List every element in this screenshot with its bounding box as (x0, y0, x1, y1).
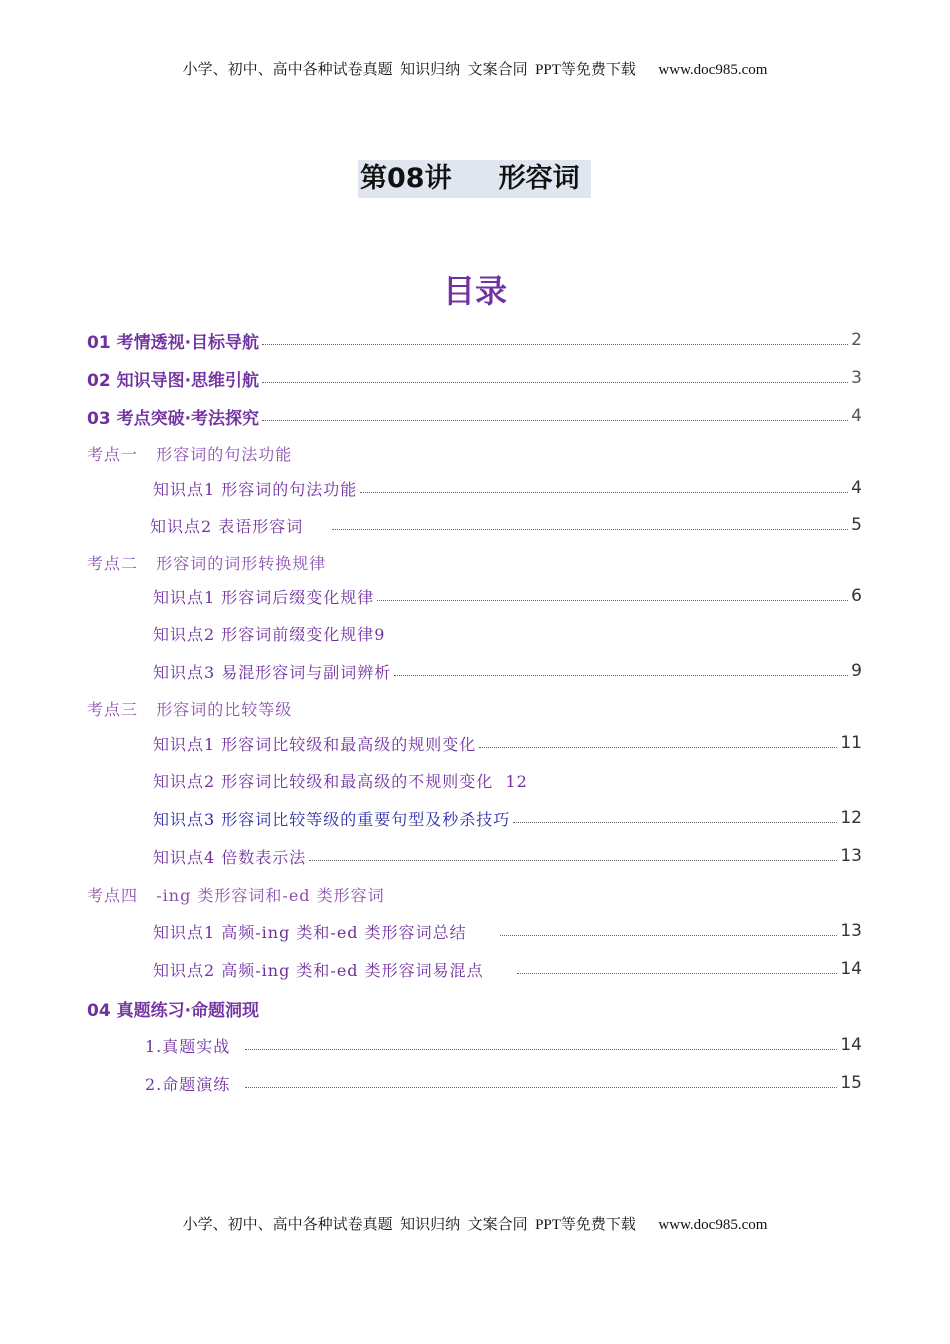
toc-page-number: 4 (851, 478, 862, 498)
toc-page-number: 6 (851, 586, 862, 606)
toc-entry-label: 考点四 -ing 类形容词和-ed 类形容词 (87, 885, 385, 905)
toc-entry-label: 考点二 形容词的词形转换规律 (87, 553, 327, 573)
toc-entry-label: 考点一 形容词的句法功能 (87, 444, 293, 464)
leader-dots (513, 822, 837, 823)
toc-entry-label: 知识点2 形容词前缀变化规律9 (153, 624, 386, 644)
toc-entry-label: 考点三 形容词的比较等级 (87, 699, 293, 719)
toc-page-number: 12 (840, 808, 862, 828)
leader-dots (262, 420, 848, 421)
toc-entry-label: 知识点1 形容词的句法功能 (153, 479, 358, 499)
page-header: 小学、初中、高中各种试卷真题 知识归纳 文案合同 PPT等免费下载 www.doc985.com (182, 62, 768, 78)
leader-dots (245, 1087, 837, 1088)
toc-heading: 目录 (442, 272, 507, 310)
toc-entry-04-1[interactable] (145, 1033, 862, 1057)
toc-entry-03[interactable] (87, 404, 862, 428)
toc-page-number: 11 (840, 733, 862, 753)
toc-entry-label: 1.真题实战 (145, 1036, 231, 1056)
leader-dots (517, 973, 838, 974)
leader-dots (262, 382, 848, 383)
toc-entry-kp-1-1[interactable] (153, 476, 862, 500)
leader-dots (309, 860, 837, 861)
leader-dots (360, 492, 848, 493)
toc-page-number: 14 (840, 1035, 862, 1055)
leader-dots (262, 344, 848, 345)
toc-page-number: 9 (851, 661, 862, 681)
toc-entry-04[interactable] (87, 996, 259, 1020)
toc-section-kaodian-4[interactable] (87, 882, 385, 906)
page-footer: 小学、初中、高中各种试卷真题 知识归纳 文案合同 PPT等免费下载 www.doc985.com (182, 1217, 768, 1233)
toc-entry-kp-1-2[interactable] (150, 513, 862, 537)
toc-entry-kp-3-3[interactable] (153, 806, 862, 830)
toc-entry-label: 知识点1 高频-ing 类和-ed 类形容词总结 (153, 922, 467, 942)
toc-entry-01[interactable] (87, 328, 862, 352)
toc-entry-label: 03 考点突破·考法探究 (87, 408, 260, 429)
toc-entry-label: 01 考情透视·目标导航 (87, 332, 260, 353)
leader-dots (245, 1049, 837, 1050)
toc-entry-04-2[interactable] (145, 1071, 862, 1095)
toc-entry-kp-2-1[interactable] (153, 584, 862, 608)
toc-entry-label: 知识点4 倍数表示法 (153, 847, 307, 867)
toc-entry-label: 知识点1 形容词比较级和最高级的规则变化 (153, 734, 477, 754)
toc-section-kaodian-2[interactable] (87, 550, 326, 574)
leader-dots (500, 935, 838, 936)
toc-entry-label: 知识点2 高频-ing 类和-ed 类形容词易混点 (153, 960, 484, 980)
toc-entry-label: 知识点3 形容词比较等级的重要句型及秒杀技巧 (153, 809, 511, 829)
toc-entry-label: 04 真题练习·命题洞现 (87, 1000, 260, 1021)
leader-dots (394, 675, 848, 676)
leader-dots (479, 747, 837, 748)
toc-page-number: 2 (851, 330, 862, 350)
lecture-title: 第08讲 形容词 (358, 160, 591, 198)
leader-dots (332, 529, 848, 530)
toc-section-kaodian-3[interactable] (87, 696, 292, 720)
toc-entry-label: 知识点1 形容词后缀变化规律 (153, 587, 375, 607)
toc-entry-label: 2.命题演练 (145, 1074, 231, 1094)
toc-page-number: 13 (840, 846, 862, 866)
toc-entry-kp-3-1[interactable] (153, 731, 862, 755)
toc-page-number: 13 (840, 921, 862, 941)
toc-entry-label: 知识点2 形容词比较级和最高级的不规则变化 12 (153, 771, 528, 791)
toc-entry-kp-3-2[interactable] (153, 768, 528, 792)
toc-page-number: 4 (851, 406, 862, 426)
toc-page-number: 3 (851, 368, 862, 388)
toc-entry-kp-4-1[interactable] (153, 919, 862, 943)
toc-entry-02[interactable] (87, 366, 862, 390)
leader-dots (377, 600, 848, 601)
toc-entry-label: 知识点3 易混形容词与副词辨析 (153, 662, 392, 682)
toc-section-kaodian-1[interactable] (87, 441, 292, 465)
toc-entry-kp-2-2[interactable] (153, 621, 385, 645)
toc-entry-label: 02 知识导图·思维引航 (87, 370, 260, 391)
toc-page-number: 14 (840, 959, 862, 979)
toc-entry-kp-2-3[interactable] (153, 659, 862, 683)
toc-entry-kp-4-2[interactable] (153, 957, 862, 981)
toc-page-number: 5 (851, 515, 862, 535)
toc-entry-kp-3-4[interactable] (153, 844, 862, 868)
toc-entry-label: 知识点2 表语形容词 (150, 516, 304, 536)
toc-page-number: 15 (840, 1073, 862, 1093)
